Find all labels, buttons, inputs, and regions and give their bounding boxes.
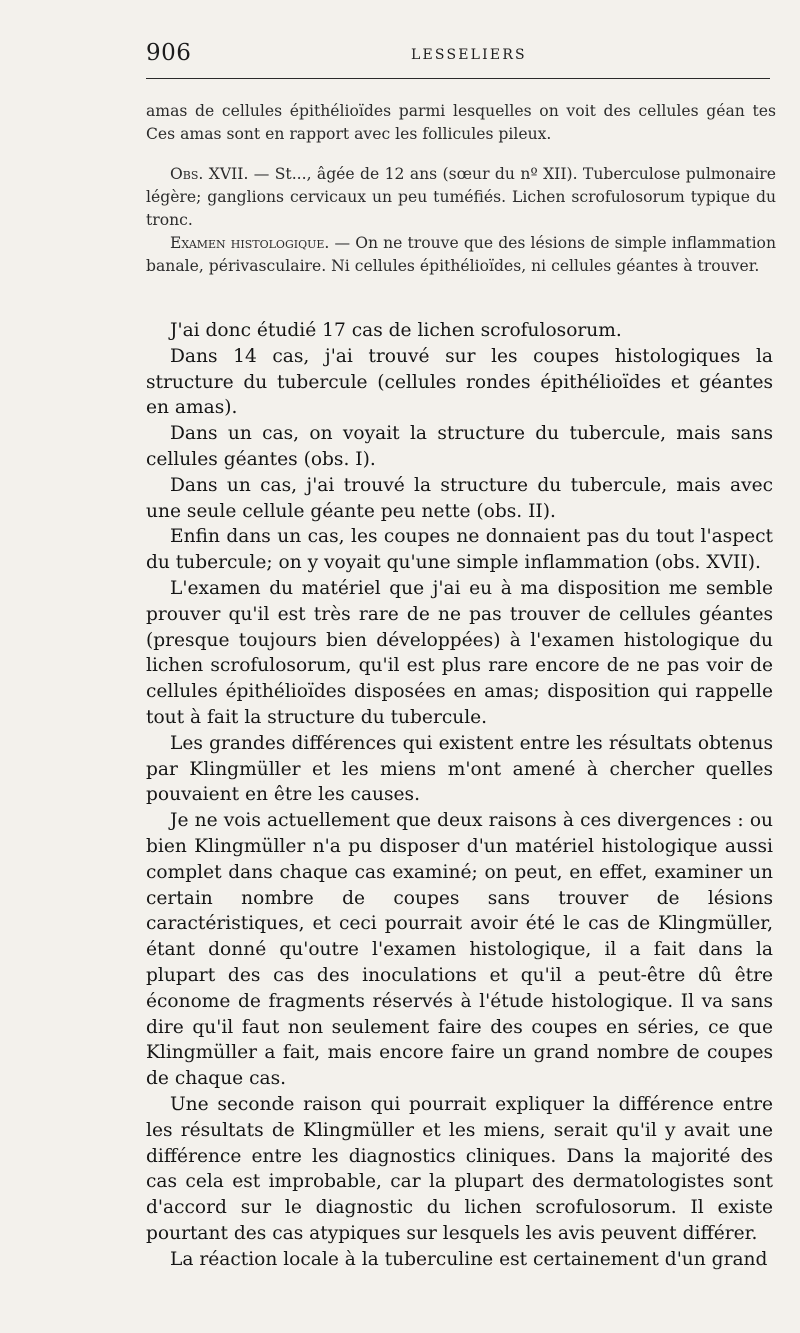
paragraph: Les grandes différences qui existent entre les résultats obtenus par Klingmüller et les miens m'ont amené à chercher quelles pouvaient en être les causes.	[146, 732, 773, 806]
observation-intro-text: amas de cellules épithélioïdes parmi lesquelles on voit des cellules géan tes Ces amas sont en rapport avec les follicules pileux.	[146, 102, 776, 143]
observation-text: XVII. — St..., âgée de 12 ans (sœur du nº XII). Tuberculose pulmonaire légère; ganglions cervicaux un peu tuméfiés. Lichen scrofulosorum typique du tronc.	[146, 165, 776, 229]
page-header	[146, 40, 770, 90]
histology-paragraph	[146, 232, 776, 278]
paragraph: Une seconde raison qui pourrait expliquer la différence entre les résultats de Klingmüller et les miens, serait qu'il y avait une différence entre les diagnostics cliniques. Dans la majorité des cas cela est improbable, car la plupart des dermatologistes sont d'accord sur le diagnostic du lichen scrofulosorum. Il existe pourtant des cas atypiques sur lesquels les avis peuvent différer.	[146, 1093, 773, 1244]
paragraph: La réaction locale à la tuberculine est certainement d'un grand	[170, 1248, 768, 1270]
paragraph: Je ne vois actuellement que deux raisons à ces divergences : ou bien Klingmüller n'a pu disposer d'un matériel histologique aussi complet dans chaque cas examiné; on peut, en effet, examiner un certain nombre de coupes sans trouver de lésions caractéristiques, et ceci pourrait avoir été le cas de Klingmüller, étant donné qu'outre l'examen histologique, il a fait dans la plupart des cas des inoculations et qu'il a peut-être dû être économe de fragments réservés à l'étude histologique. Il va sans dire qu'il faut non seulement faire des coupes en séries, ce que Klingmüller a fait, mais encore faire un grand nombre de coupes de chaque cas.	[146, 810, 773, 1090]
page-number: 906	[146, 40, 192, 66]
paragraph: Dans un cas, j'ai trouvé la structure du tubercule, mais avec une seule cellule géante peu nette (obs. II).	[146, 474, 773, 522]
observation-intro	[146, 100, 776, 146]
header-rule	[146, 78, 770, 79]
paragraph: Enfin dans un cas, les coupes ne donnaient pas du tout l'aspect du tubercule; on y voyait qu'une simple inflammation (obs. XVII).	[146, 526, 773, 574]
paragraph: L'examen du matériel que j'ai eu à ma disposition me semble prouver qu'il est très rare de ne pas trouver de cellules géantes (presque toujours bien développées) à l'examen histologique du lichen scrofulosorum, qu'il est plus rare encore de ne pas voir de cellules épithélioïdes disposées en amas; disposition qui rappelle tout à fait la structure du tubercule.	[146, 577, 773, 728]
paragraph: Dans un cas, on voyait la structure du tubercule, mais sans cellules géantes (obs. I).	[146, 423, 773, 470]
observation-label: Obs.	[170, 165, 204, 183]
paragraph: J'ai donc étudié 17 cas de lichen scrofulosorum.	[170, 320, 622, 341]
observation-xvii	[146, 163, 776, 278]
histology-text: — On ne trouve que des lésions de simple inflammation banale, périvasculaire. Ni cellules épithélioïdes, ni cellules géantes à trouver.	[146, 234, 776, 275]
observation-paragraph	[146, 163, 776, 232]
paragraph: Dans 14 cas, j'ai trouvé sur les coupes histologiques la structure du tubercule (cellules rondes épithélioïdes et géantes en amas).	[146, 345, 773, 419]
histology-label: Examen histologique.	[170, 234, 330, 252]
main-text	[146, 318, 773, 1272]
running-head: LESSELIERS	[411, 47, 527, 63]
